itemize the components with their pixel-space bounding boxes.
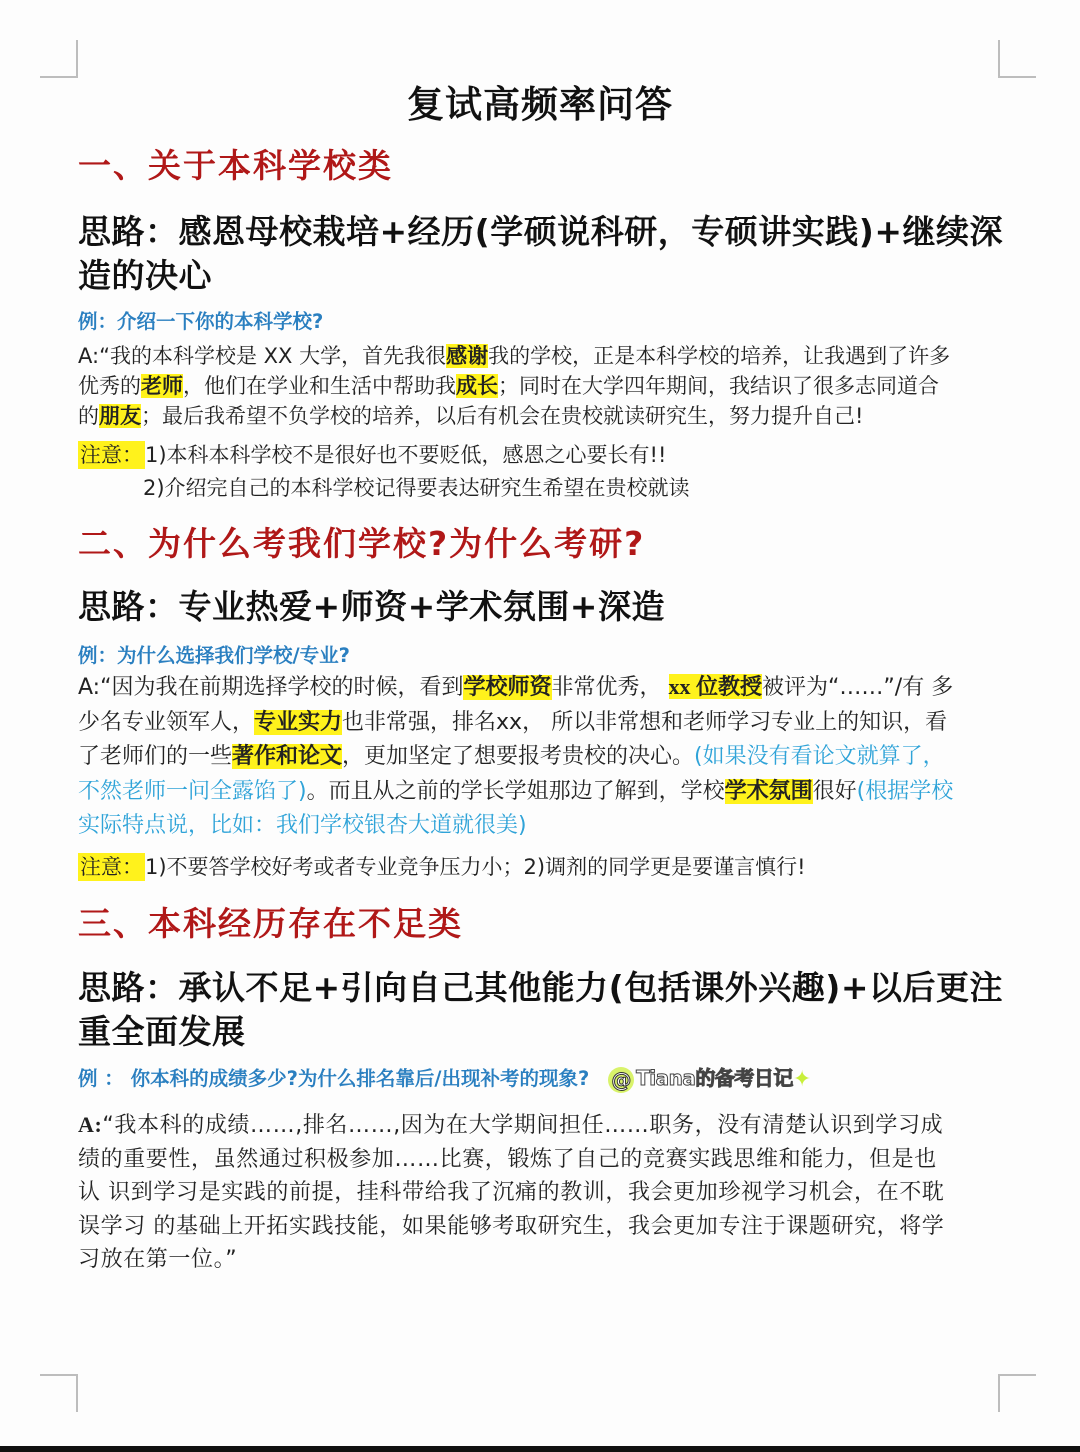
note-label: 注意： — [80, 443, 143, 467]
section-1-idea: 思路：感恩母校栽培+经历(学硕说科研，专硕讲实践)+继续深造的决心 — [78, 212, 1003, 295]
at-icon: @ — [608, 1067, 634, 1093]
section-2-note: 注意：1)不要答学校好考或者专业竞争压力小；2)调剂的同学更是要谨言慎行! — [80, 855, 806, 879]
section-1-answer: A:“我的本科学校是 XX 大学，首先我很感谢我的学校，正是本科学校的培养，让我遇到了许多优秀的老师，他们在学业和生活中帮助我成长；同时在大学四年期间，我结识了很多志同道合的朋友；最后我希望不负学校的培养，以后有机会在贵校就读研究生，努力提升自己! — [78, 344, 951, 428]
aside-text: (如果没有看论文就算了， 不然老师一问全露馅了) — [78, 744, 945, 804]
sparkle-icon: ✦ — [792, 1067, 811, 1092]
section-3-heading: 三、本科经历存在不足类 — [78, 904, 463, 943]
page-corner-mark-bottom-right — [998, 1374, 1036, 1412]
highlight-text: 朋友 — [99, 404, 141, 428]
page-corner-mark-bottom-left — [40, 1374, 78, 1412]
section-3-idea: 思路：承认不足+引向自己其他能力(包括课外兴趣)+以后更注重全面发展 — [78, 968, 1003, 1051]
section-2-answer: A:“因为我在前期选择学校的时候，看到学校师资非常优秀， xx 位教授被评为“……”/有 多少名专业领军人，专业实力也非常强，排名xx， 所以非常想和老师学习专业上的知识，看了老师们的一些著作和论文，更加坚定了想要报考贵校的决心。(如果没有看论文就算了， 不然老师一问全露馅了)。而且从之前的学长学姐那边了解到，学校学术氛围很好(根据学校实际特点说，比如：我们学校银杏大道就很美) — [78, 674, 954, 838]
bottom-edge — [0, 1446, 1080, 1452]
section-3-example-question: 例 ： 你本科的成绩多少?为什么排名靠后/出现补考的现象? @ Tiana的备考日记✦ — [78, 1066, 811, 1092]
page-corner-mark-top-right — [998, 40, 1036, 78]
highlight-text: 专业实力 — [254, 709, 343, 735]
section-1-note-2: 2)介绍完自己的本科学校记得要表达研究生希望在贵校就读 — [143, 476, 690, 500]
highlight-text: 著作和论文 — [232, 744, 343, 769]
document-title: 复试高频率问答 — [407, 83, 673, 126]
section-2-example-question: 例：为什么选择我们学校/专业? — [78, 644, 350, 667]
highlight-text: 老师 — [141, 374, 183, 398]
highlight-text: 感谢 — [446, 344, 489, 368]
section-1-heading: 一、关于本科学校类 — [78, 146, 393, 185]
section-1-note: 注意：1)本科本科学校不是很好也不要贬低，感恩之心要长有!! — [80, 443, 667, 467]
section-3-answer: A:“我本科的成绩……,排名……,因为在大学期间担任……职务，没有清楚认识到学习成绩的重要性，虽然通过积极参加……比赛，锻炼了自己的竞赛实践思维和能力，但是也认 识到学习是实践的前提，挂科带给我了沉痛的教训，我会更加珍视学习机会，在不耽误学习 的基础上开拓实践技能，如果能够考取研究生，我会更加专注于课题研究，将学习放在第一位。” — [78, 1112, 945, 1272]
section-1-example-question: 例：介绍一下你的本科学校? — [78, 310, 324, 333]
aside-text: (根据学校实际特点说，比如：我们学校银杏大道就很美) — [78, 778, 954, 838]
section-2-idea: 思路：专业热爱+师资+学术氛围+深造 — [78, 587, 665, 626]
highlight-text: 成长 — [456, 374, 498, 398]
page-corner-mark-top-left — [40, 40, 78, 78]
note-label: 注意： — [80, 855, 143, 879]
highlight-text: xx 位教授 — [668, 674, 763, 699]
section-2-heading: 二、为什么考我们学校?为什么考研? — [78, 524, 646, 563]
highlight-text: 学术氛围 — [724, 778, 813, 804]
highlight-text: 学校师资 — [463, 675, 552, 700]
watermark: @ Tiana的备考日记✦ — [608, 1066, 811, 1090]
